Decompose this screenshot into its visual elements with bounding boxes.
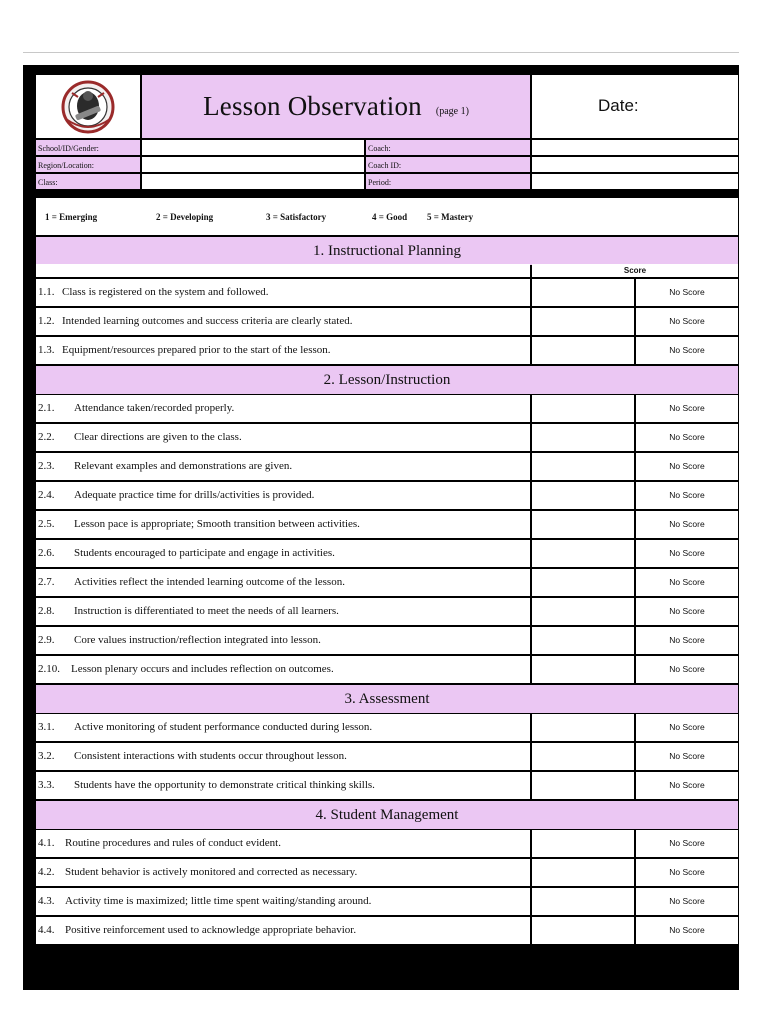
coach-field[interactable] [532, 140, 738, 155]
score-value: No Score [636, 337, 738, 364]
item-number: 4.1. [38, 837, 55, 849]
score-input[interactable] [532, 395, 634, 422]
item-text: Student behavior is actively monitored and corrected as necessary. [65, 866, 358, 878]
period-field[interactable] [532, 174, 738, 189]
score-value: No Score [636, 540, 738, 567]
score-value: No Score [636, 395, 738, 422]
item-text: Intended learning outcomes and success criteria are clearly stated. [62, 315, 353, 327]
table-row [36, 772, 738, 799]
item-text: Active monitoring of student performance conducted during lesson. [74, 721, 373, 733]
item-number: 3.1. [38, 721, 55, 733]
table-row [36, 714, 738, 741]
score-input[interactable] [532, 772, 634, 799]
item-number: 2.3. [38, 460, 55, 472]
item-text: Students have the opportunity to demonstrate critical thinking skills. [74, 779, 375, 791]
item-text: Positive reinforcement used to acknowledge appropriate behavior. [65, 924, 357, 936]
section-heading: 3. Assessment [36, 685, 738, 713]
date-box [532, 75, 738, 138]
item-number: 1.3. [38, 344, 55, 356]
score-input[interactable] [532, 308, 634, 335]
region-location-field[interactable] [142, 157, 364, 172]
table-row [36, 859, 738, 886]
section-heading: 1. Instructional Planning [36, 237, 738, 265]
table-row [36, 569, 738, 596]
school-id-gender-label: School/ID/Gender: [36, 140, 140, 155]
score-value: No Score [636, 511, 738, 538]
score-value: No Score [636, 830, 738, 857]
item-number: 4.3. [38, 895, 55, 907]
item-text: Core values instruction/reflection integrated into lesson. [74, 634, 321, 646]
score-input[interactable] [532, 888, 634, 915]
page-title: Lesson Observation [203, 91, 422, 121]
table-row [36, 424, 738, 451]
score-input[interactable] [532, 917, 634, 944]
score-value: No Score [636, 772, 738, 799]
score-value: No Score [636, 279, 738, 306]
item-text: Class is registered on the system and followed. [62, 286, 269, 298]
score-value: No Score [636, 656, 738, 683]
title-box [142, 75, 530, 138]
item-text: Clear directions are given to the class. [74, 431, 242, 443]
class-label: Class: [36, 174, 140, 189]
score-value: No Score [636, 424, 738, 451]
school-emblem-icon [58, 79, 118, 135]
table-row [36, 337, 738, 364]
item-text: Activities reflect the intended learning outcome of the lesson. [74, 576, 345, 588]
item-number: 1.1. [38, 286, 55, 298]
score-input[interactable] [532, 656, 634, 683]
item-text: Attendance taken/recorded properly. [74, 402, 235, 414]
item-number: 2.1. [38, 402, 55, 414]
region-location-label: Region/Location: [36, 157, 140, 172]
table-row [36, 888, 738, 915]
form-header [36, 75, 738, 191]
score-value: No Score [636, 627, 738, 654]
score-legend [36, 198, 738, 235]
legend-item: 3 = Satisfactory [266, 212, 327, 222]
item-number: 2.6. [38, 547, 55, 559]
class-field[interactable] [142, 174, 364, 189]
item-text: Instruction is differentiated to meet the needs of all learners. [74, 605, 339, 617]
page-top-rule [23, 52, 739, 53]
item-number: 2.8. [38, 605, 55, 617]
period-label: Period: [366, 174, 530, 189]
score-input[interactable] [532, 540, 634, 567]
table-row [36, 540, 738, 567]
table-row [36, 917, 738, 944]
item-text: Equipment/resources prepared prior to the start of the lesson. [62, 344, 331, 356]
table-row [36, 656, 738, 683]
score-value: No Score [636, 714, 738, 741]
score-input[interactable] [532, 424, 634, 451]
coach-id-field[interactable] [532, 157, 738, 172]
score-value: No Score [636, 453, 738, 480]
table-row [36, 743, 738, 770]
item-number: 4.2. [38, 866, 55, 878]
item-number: 3.3. [38, 779, 55, 791]
item-text: Consistent interactions with students occur throughout lesson. [74, 750, 347, 762]
score-header-row [36, 264, 738, 277]
item-number: 2.2. [38, 431, 55, 443]
table-row [36, 308, 738, 335]
section-heading: 2. Lesson/Instruction [36, 366, 738, 394]
item-number: 2.4. [38, 489, 55, 501]
coach-label: Coach: [366, 140, 530, 155]
score-value: No Score [636, 598, 738, 625]
score-input[interactable] [532, 511, 634, 538]
item-text: Adequate practice time for drills/activities is provided. [74, 489, 315, 501]
coach-id-label: Coach ID: [366, 157, 530, 172]
score-input[interactable] [532, 337, 634, 364]
item-number: 3.2. [38, 750, 55, 762]
item-text: Relevant examples and demonstrations are given. [74, 460, 293, 472]
table-row [36, 482, 738, 509]
item-number: 1.2. [38, 315, 55, 327]
score-input[interactable] [532, 598, 634, 625]
legend-item: 1 = Emerging [45, 212, 98, 222]
score-column-header: Score [532, 264, 738, 277]
item-number: 4.4. [38, 924, 55, 936]
item-text: Routine procedures and rules of conduct evident. [65, 837, 281, 849]
table-row [36, 453, 738, 480]
score-input[interactable] [532, 627, 634, 654]
score-value: No Score [636, 743, 738, 770]
page-note: (page 1) [435, 106, 469, 117]
score-value: No Score [636, 917, 738, 944]
score-value: No Score [636, 569, 738, 596]
score-input[interactable] [532, 279, 634, 306]
logo [36, 75, 140, 138]
score-input[interactable] [532, 714, 634, 741]
item-text: Activity time is maximized; little time spent waiting/standing around. [65, 895, 372, 907]
item-number: 2.9. [38, 634, 55, 646]
section-heading: 4. Student Management [36, 801, 738, 829]
score-value: No Score [636, 888, 738, 915]
item-number: 2.10. [38, 663, 60, 675]
table-row [36, 830, 738, 857]
item-text: Lesson plenary occurs and includes reflection on outcomes. [71, 663, 334, 675]
score-input[interactable] [532, 453, 634, 480]
score-input[interactable] [532, 830, 634, 857]
legend-item: 5 = Mastery [427, 212, 474, 222]
score-value: No Score [636, 482, 738, 509]
table-row [36, 627, 738, 654]
score-input[interactable] [532, 859, 634, 886]
table-row [36, 511, 738, 538]
item-text: Students encouraged to participate and engage in activities. [74, 547, 335, 559]
table-row [36, 598, 738, 625]
item-number: 2.5. [38, 518, 55, 530]
item-number: 2.7. [38, 576, 55, 588]
legend-item: 4 = Good [372, 212, 408, 222]
score-value: No Score [636, 308, 738, 335]
score-value: No Score [636, 859, 738, 886]
school-id-gender-field[interactable] [142, 140, 364, 155]
score-input[interactable] [532, 743, 634, 770]
score-input[interactable] [532, 482, 634, 509]
date-label: Date: [598, 96, 639, 115]
score-input[interactable] [532, 569, 634, 596]
legend-item: 2 = Developing [156, 212, 214, 222]
table-row [36, 279, 738, 306]
table-row [36, 395, 738, 422]
item-text: Lesson pace is appropriate; Smooth transition between activities. [74, 518, 360, 530]
